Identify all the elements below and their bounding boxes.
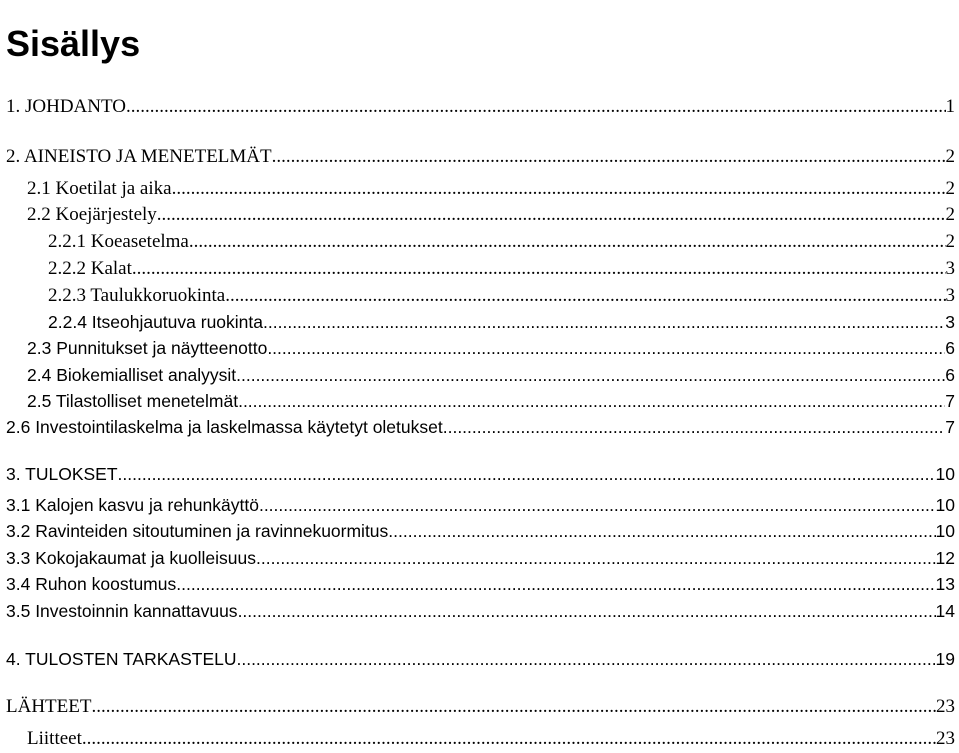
dot-leader [238, 600, 936, 622]
toc-entry-label: 2.1 Koetilat ja aika [27, 178, 172, 199]
toc-entry[interactable] [27, 337, 955, 359]
toc-entry-page: 10 [935, 521, 955, 541]
toc-entry-label: LÄHTEET [6, 696, 92, 717]
toc-entry[interactable] [48, 285, 955, 307]
toc-entry-page: 13 [935, 574, 955, 594]
toc-entry-page: 3 [945, 285, 955, 306]
dot-leader [267, 337, 945, 359]
toc-entry-page: 6 [945, 365, 955, 385]
dot-leader [118, 463, 936, 485]
toc-entry[interactable] [27, 204, 955, 226]
toc-entry[interactable] [6, 600, 955, 622]
toc-entry-label: 2.4 Biokemialliset analyysit [27, 365, 237, 385]
toc-entry[interactable] [27, 178, 955, 200]
toc-entry-label: 2.2.3 Taulukkoruokinta [48, 285, 226, 306]
dot-leader [272, 146, 946, 168]
toc-entry-page: 3 [945, 312, 955, 332]
toc-entry-page: 2 [945, 231, 955, 252]
dot-leader [172, 178, 946, 200]
toc-entry-label: 2. AINEISTO JA MENETELMÄT [6, 146, 272, 167]
dot-leader [256, 547, 936, 569]
toc-entry[interactable] [48, 311, 955, 333]
dot-leader [225, 285, 945, 307]
toc-entry-page: 23 [936, 696, 955, 717]
toc-entry-page: 2 [945, 204, 955, 225]
toc-entry-label: 2.2.1 Koeasetelma [48, 231, 189, 252]
toc-entry-label: 3.2 Ravinteiden sitoutuminen ja ravinnekuormitus [6, 521, 389, 541]
toc-entry-label: 2.2 Koejärjestely [27, 204, 157, 225]
toc-entry[interactable] [6, 573, 955, 595]
dot-leader [236, 364, 945, 386]
page-title: Sisällys [6, 23, 141, 65]
toc-entry-page: 23 [936, 728, 955, 749]
toc-entry[interactable] [6, 494, 955, 516]
toc-entry[interactable] [48, 231, 955, 253]
toc-entry[interactable] [6, 146, 955, 168]
toc-entry-page: 12 [935, 548, 955, 568]
toc-entry-label: Liitteet [27, 728, 82, 749]
toc-entry[interactable] [6, 520, 955, 542]
toc-entry-label: 2.2.4 Itseohjautuva ruokinta [48, 312, 264, 332]
dot-leader [91, 696, 936, 718]
dot-leader [82, 728, 936, 750]
toc-entry-page: 6 [945, 338, 955, 358]
toc-entry[interactable] [48, 258, 955, 280]
toc-entry-page: 7 [945, 417, 955, 437]
dot-leader [189, 231, 946, 253]
toc-entry-label: 3.1 Kalojen kasvu ja rehunkäyttö [6, 495, 259, 515]
dot-leader [132, 258, 946, 280]
toc-entry[interactable] [27, 390, 955, 412]
toc-entry[interactable] [27, 364, 955, 386]
toc-entry-label: 3.4 Ruhon koostumus [6, 574, 177, 594]
toc-entry-label: 2.2.2 Kalat [48, 258, 132, 279]
toc-entry-page: 14 [935, 601, 955, 621]
dot-leader [176, 573, 935, 595]
dot-leader [126, 96, 946, 118]
toc-entry-label: 2.6 Investointilaskelma ja laskelmassa käytetyt oletukset [6, 417, 443, 437]
toc-entry-page: 3 [945, 258, 955, 279]
toc-entry[interactable] [27, 728, 955, 750]
toc-entry-label: 1. JOHDANTO [6, 96, 126, 117]
toc-entry-label: 3.5 Investoinnin kannattavuus [6, 601, 238, 621]
toc-entry[interactable] [6, 696, 955, 718]
toc-entry[interactable] [6, 463, 955, 485]
toc-entry[interactable] [6, 416, 955, 438]
toc-entry-page: 19 [935, 649, 955, 669]
toc-entry-page: 7 [945, 391, 955, 411]
toc-entry-page: 2 [945, 178, 955, 199]
toc-entry-label: 3.3 Kokojakaumat ja kuolleisuus [6, 548, 257, 568]
dot-leader [388, 520, 935, 542]
toc-entry-label: 2.3 Punnitukset ja näytteenotto [27, 338, 268, 358]
toc-entry[interactable] [6, 96, 955, 118]
toc-entry-page: 1 [945, 96, 955, 117]
toc-entry-page: 2 [945, 146, 955, 167]
dot-leader [259, 494, 936, 516]
dot-leader [157, 204, 946, 226]
dot-leader [236, 648, 935, 670]
dot-leader [263, 311, 945, 333]
toc-entry[interactable] [6, 547, 955, 569]
dot-leader [238, 390, 945, 412]
toc-entry-label: 3. TULOKSET [6, 464, 118, 484]
toc-entry-page: 10 [935, 495, 955, 515]
toc-entry-page: 10 [935, 464, 955, 484]
dot-leader [443, 416, 946, 438]
toc-entry-label: 2.5 Tilastolliset menetelmät [27, 391, 239, 411]
toc-entry[interactable] [6, 648, 955, 670]
toc-entry-label: 4. TULOSTEN TARKASTELU [6, 649, 237, 669]
